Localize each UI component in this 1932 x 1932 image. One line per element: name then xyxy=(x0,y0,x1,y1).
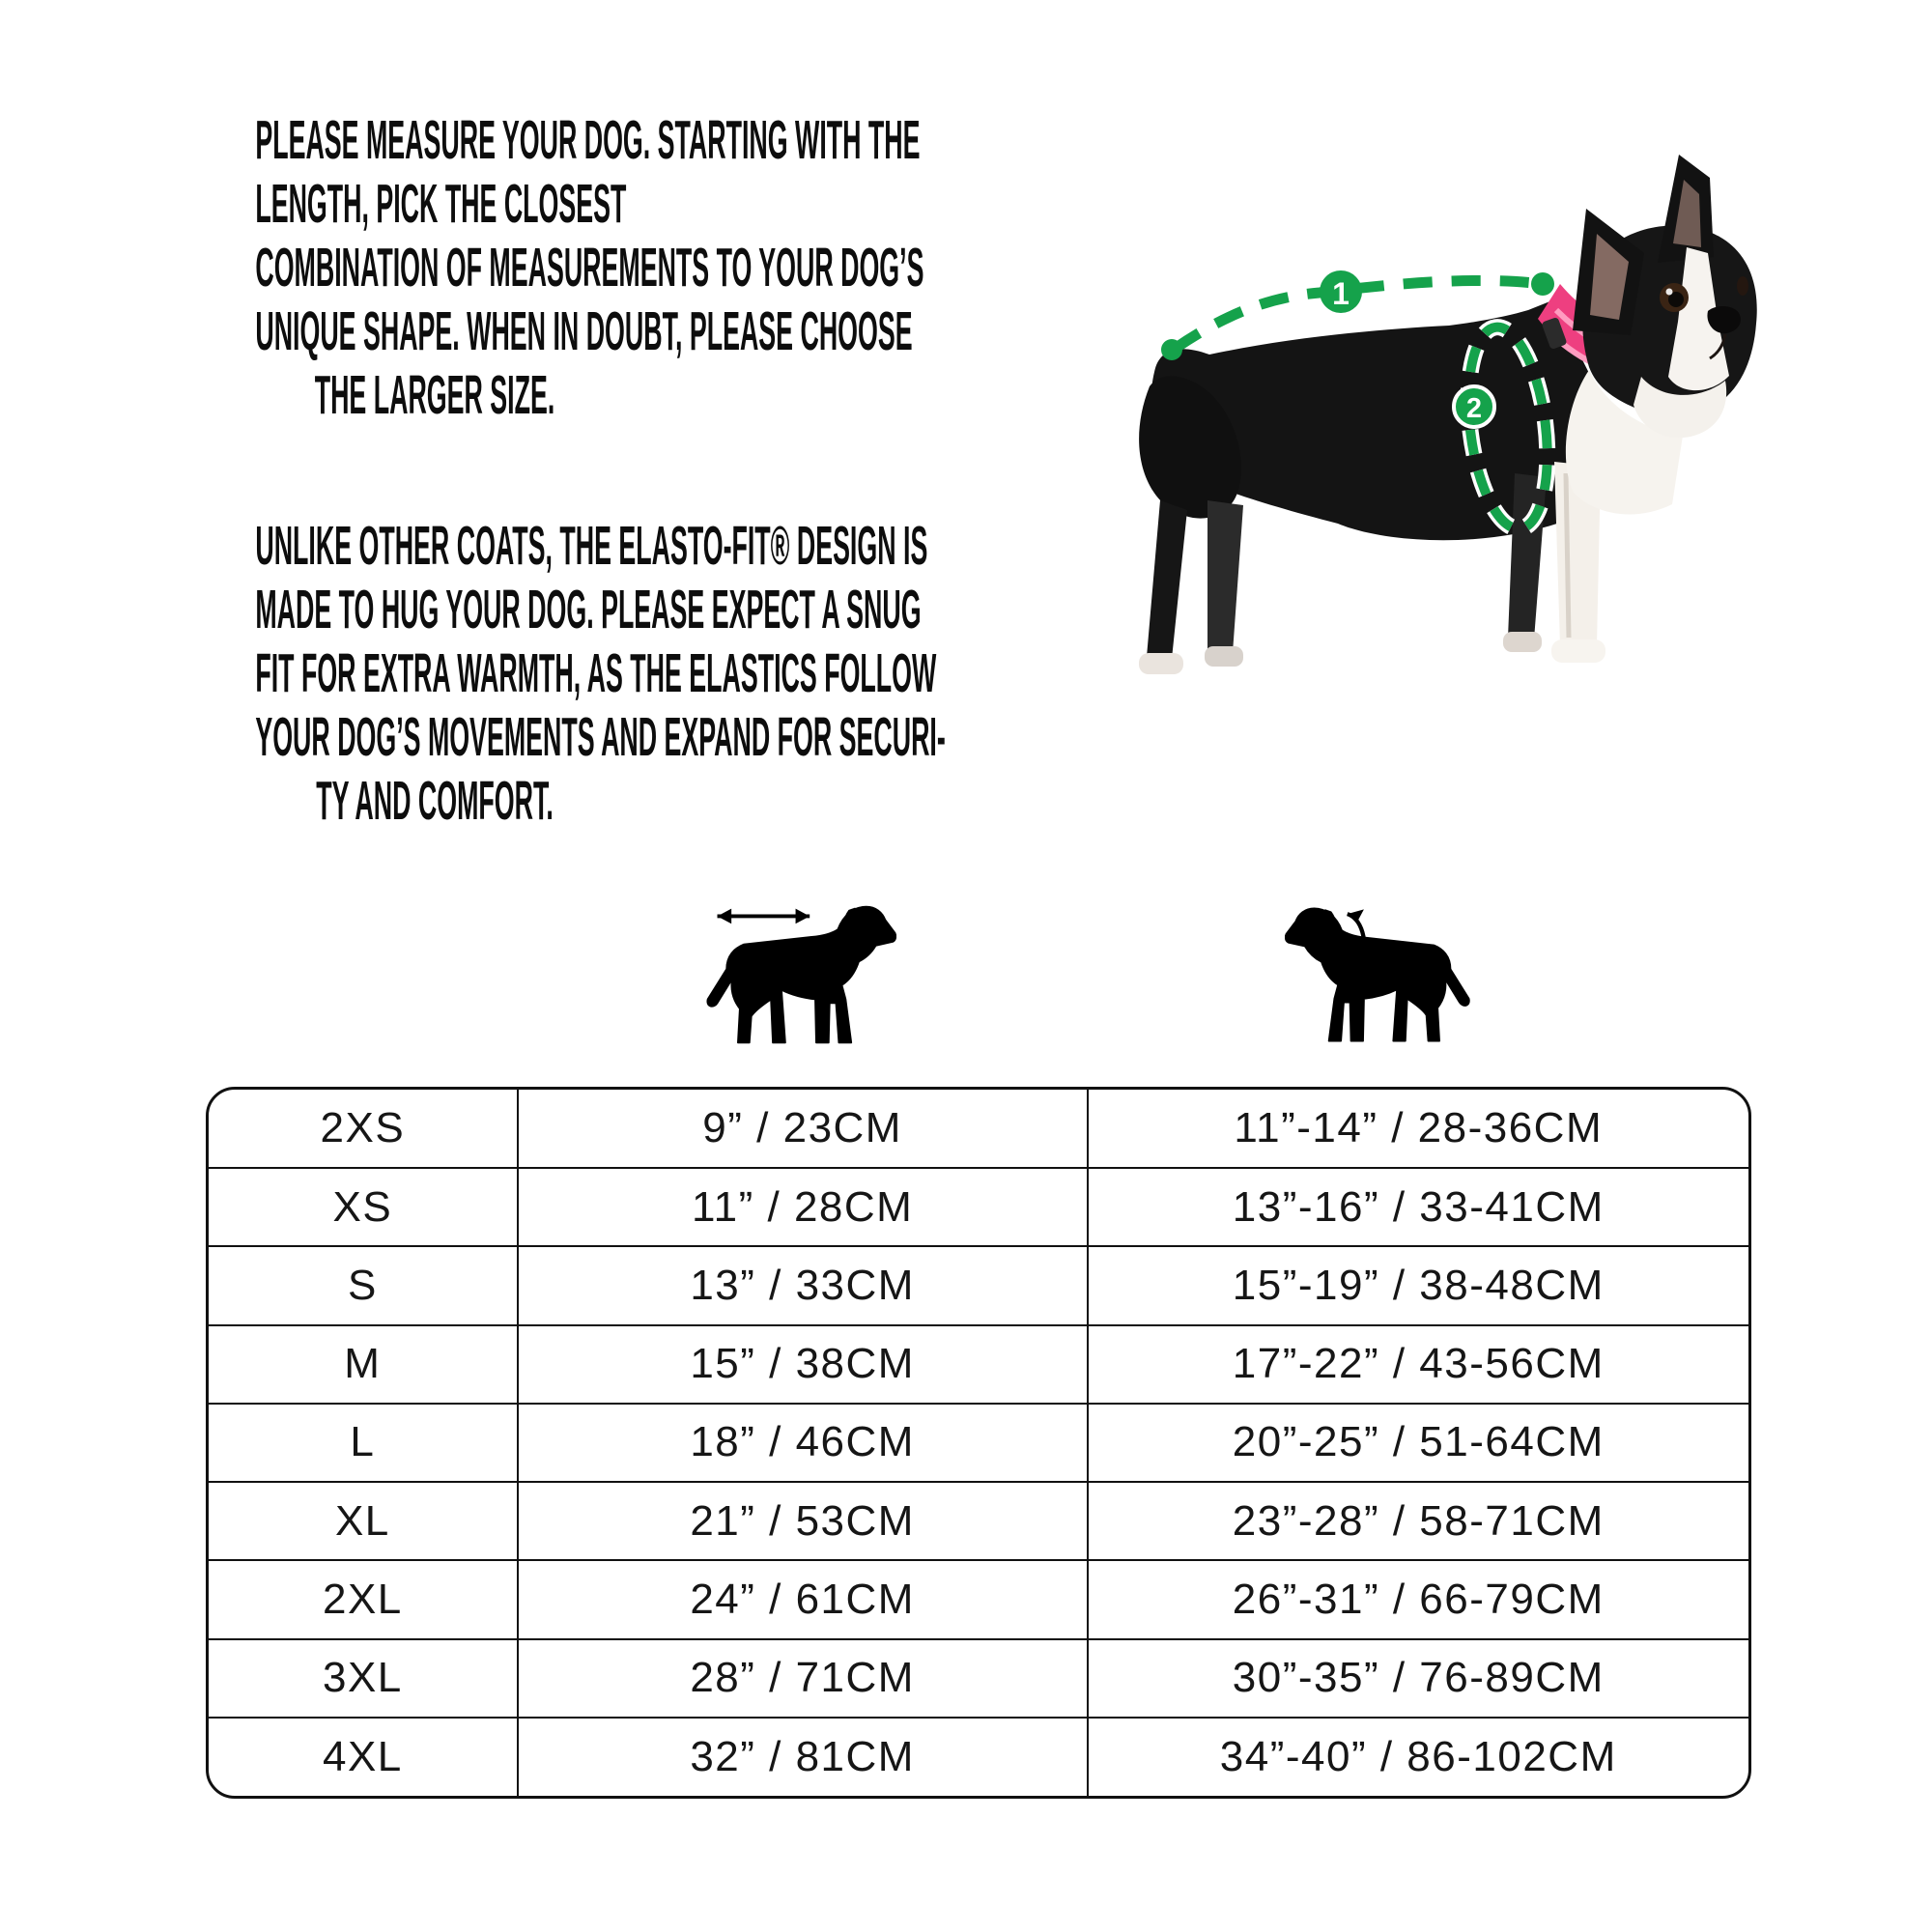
girth-cell: 17”-22” / 43-56CM xyxy=(1088,1325,1748,1404)
boston-terrier-photo-icon xyxy=(1063,87,1835,686)
length-cell: 13” / 33CM xyxy=(518,1246,1088,1324)
size-table-container xyxy=(206,1087,1751,1799)
size-table-row xyxy=(209,1404,1748,1482)
length-cell: 32” / 81CM xyxy=(518,1718,1088,1796)
size-cell: 2XL xyxy=(209,1560,518,1638)
girth-cell: 13”-16” / 33-41CM xyxy=(1088,1168,1748,1246)
size-cell: 4XL xyxy=(209,1718,518,1796)
size-cell: XS xyxy=(209,1168,518,1246)
size-cell: 2XS xyxy=(320,1104,406,1152)
size-cell: XL xyxy=(209,1482,518,1560)
girth-marker-badge xyxy=(1454,386,1494,427)
length-marker-badge xyxy=(1320,270,1362,313)
dog-measurement-photo xyxy=(1063,87,1835,686)
size-table xyxy=(209,1090,1748,1796)
length-cell: 15” / 38CM xyxy=(518,1325,1088,1404)
instruction-line: UNIQUE SHAPE. WHEN IN DOUBT, PLEASE CHOOSE xyxy=(255,300,913,362)
size-table-body xyxy=(209,1090,1748,1796)
size-table-row xyxy=(209,1639,1748,1718)
instruction-line: LENGTH, PICK THE CLOSEST xyxy=(255,173,627,235)
size-cell: L xyxy=(209,1404,518,1482)
size-table-row xyxy=(209,1560,1748,1638)
length-cell: 21” / 53CM xyxy=(518,1482,1088,1560)
instruction-line: THE LARGER SIZE. xyxy=(314,364,555,426)
instruction-line: COMBINATION OF MEASUREMENTS TO YOUR DOG’S xyxy=(255,237,924,298)
size-cell: S xyxy=(209,1246,518,1324)
size-table-row xyxy=(209,1246,1748,1324)
size-cell: M xyxy=(209,1325,518,1404)
length-cell: 28” / 71CM xyxy=(518,1639,1088,1718)
instruction-line: PLEASE MEASURE YOUR DOG. STARTING WITH THE xyxy=(255,109,921,171)
girth-cell: 15”-19” / 38-48CM xyxy=(1088,1246,1748,1324)
girth-cell: 11”-14” / 28-36CM xyxy=(1088,1090,1748,1168)
elasto-fit-note xyxy=(53,514,946,833)
note-line: UNLIKE OTHER COATS, THE ELASTO-FIT® DESIGN IS xyxy=(255,515,928,577)
dog-girth-icon xyxy=(1285,894,1478,1056)
girth-cell: 26”-31” / 66-79CM xyxy=(1088,1560,1748,1638)
length-cell: 9” / 23CM xyxy=(518,1090,1088,1168)
girth-cell: 30”-35” / 76-89CM xyxy=(1088,1639,1748,1718)
note-line: YOUR DOG’S MOVEMENTS AND EXPAND FOR SECURI- xyxy=(255,706,946,768)
size-cell: 3XL xyxy=(209,1639,518,1718)
length-cell: 24” / 61CM xyxy=(518,1560,1088,1638)
measuring-instructions xyxy=(53,108,924,427)
size-table-row xyxy=(209,1168,1748,1246)
length-cell: 11” / 28CM xyxy=(518,1168,1088,1246)
girth-cell: 34”-40” / 86-102CM xyxy=(1088,1718,1748,1796)
size-table-row xyxy=(209,1482,1748,1560)
girth-cell: 23”-28” / 58-71CM xyxy=(1088,1482,1748,1560)
note-line: TY AND COMFORT. xyxy=(316,770,554,832)
girth-cell: 20”-25” / 51-64CM xyxy=(1088,1404,1748,1482)
size-table-row xyxy=(209,1090,1748,1168)
svg-text:2: 2 xyxy=(1465,393,1483,424)
size-table-row xyxy=(209,1325,1748,1404)
dog-length-icon xyxy=(698,894,896,1056)
size-table-row xyxy=(209,1718,1748,1796)
svg-text:1: 1 xyxy=(1332,276,1350,311)
note-line: MADE TO HUG YOUR DOG. PLEASE EXPECT A SNUG xyxy=(255,579,922,640)
note-line: FIT FOR EXTRA WARMTH, AS THE ELASTICS FOLLOW xyxy=(255,642,937,704)
girth-legend xyxy=(1285,894,1478,1056)
length-cell: 18” / 46CM xyxy=(518,1404,1088,1482)
length-legend xyxy=(698,894,896,1056)
